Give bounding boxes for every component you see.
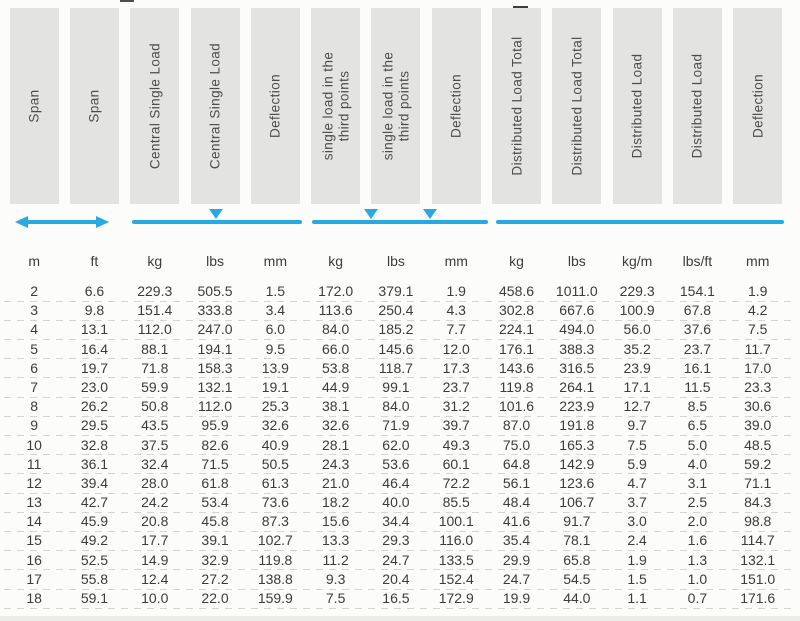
table-cell: 35.2: [623, 340, 651, 357]
unit-label-col12: lbs/ft: [682, 253, 713, 269]
table-cell: 32.4: [141, 455, 169, 472]
table-cell: 23.7: [683, 340, 712, 357]
table-cell: 102.7: [257, 532, 293, 549]
table-cell: 151.0: [740, 570, 776, 587]
table-cell: 7.5: [325, 590, 346, 606]
table-cell: 7.5: [627, 436, 647, 453]
table-cell: 20.8: [141, 513, 169, 530]
table-cell: 59.9: [141, 378, 169, 395]
table-cell: 39.7: [442, 417, 470, 434]
table-body: [0, 282, 800, 608]
table-cell: 172.9: [438, 590, 474, 606]
table-cell: 60.1: [442, 455, 470, 472]
table-cell: 13.3: [322, 532, 350, 549]
table-cell: 38.1: [322, 398, 350, 415]
header-label-line: Span: [86, 89, 102, 123]
table-cell: 17: [26, 570, 42, 587]
table-cell: 84.0: [322, 321, 350, 338]
table-cell: 9.5: [265, 340, 286, 357]
table-cell: 48.5: [744, 436, 772, 453]
table-cell: 123.6: [559, 474, 595, 491]
table-cell: 42.7: [80, 494, 109, 511]
table-cell: 19.9: [502, 590, 531, 606]
unit-label-col5: mm: [263, 253, 287, 269]
header-label-line: Central Single Load: [146, 42, 162, 170]
table-cell: 3.7: [627, 494, 647, 511]
table-cell: 36.1: [80, 455, 109, 472]
table-cell: 3.4: [265, 302, 286, 319]
table-cell: 32.9: [201, 551, 229, 568]
table-row-span-8: [0, 397, 800, 416]
table-cell: 65.8: [563, 551, 591, 568]
table-cell: 28.1: [322, 436, 350, 453]
table-cell: 1.5: [627, 570, 647, 587]
table-cell: 2.4: [627, 532, 647, 549]
table-cell: 8.5: [687, 398, 708, 415]
table-cell: 154.1: [679, 283, 715, 299]
table-cell: 54.5: [563, 570, 591, 587]
table-cell: 62.0: [382, 436, 410, 453]
table-cell: 29.3: [382, 532, 410, 549]
table-cell: 31.2: [442, 398, 470, 415]
header-label-line: third points: [395, 70, 411, 142]
table-cell: 98.8: [744, 513, 772, 530]
table-cell: 16.5: [382, 590, 410, 606]
central-load-arrow-icon: [209, 209, 223, 219]
table-cell: 52.5: [80, 551, 109, 568]
table-row-span-10: [0, 436, 800, 455]
table-cell: 194.1: [197, 340, 233, 357]
table-cell: 24.7: [382, 551, 410, 568]
table-cell: 40.0: [382, 494, 410, 511]
table-cell: 99.1: [382, 378, 410, 395]
table-cell: 112.0: [198, 398, 233, 415]
table-cell: 185.2: [378, 321, 414, 338]
table-cell: 11.7: [744, 340, 771, 357]
table-cell: 50.8: [141, 398, 169, 415]
unit-label-col10: lbs: [567, 253, 586, 269]
table-cell: 379.1: [378, 283, 414, 299]
table-row-span-18: [0, 589, 800, 608]
table-cell: 56.0: [623, 321, 651, 338]
distributed-load-beam-line: [496, 220, 784, 224]
unit-label-col8: mm: [444, 253, 468, 269]
table-cell: 388.3: [559, 340, 595, 357]
table-cell: 6: [30, 359, 39, 376]
table-cell: 43.5: [141, 417, 169, 434]
table-row-span-6: [0, 359, 800, 378]
unit-label-col1: m: [28, 253, 40, 269]
table-cell: 61.8: [201, 474, 229, 491]
table-cell: 12.0: [442, 340, 470, 357]
unit-label-col13: mm: [746, 253, 770, 269]
table-cell: 45.9: [80, 513, 109, 530]
table-cell: 132.1: [740, 551, 776, 568]
unit-label-col11: kg/m: [621, 253, 653, 269]
table-cell: 27.2: [201, 570, 229, 587]
table-row-span-13: [0, 493, 800, 512]
table-row-span-11: [0, 455, 800, 474]
table-cell: 59.2: [744, 455, 772, 472]
table-cell: 26.2: [80, 398, 109, 415]
table-cell: 1.0: [687, 570, 708, 587]
table-cell: 667.6: [559, 302, 595, 319]
table-cell: 32.8: [80, 436, 109, 453]
table-row-span-17: [0, 570, 800, 589]
header-label-line: Distributed Load Total: [569, 36, 585, 176]
table-cell: 9: [30, 417, 39, 434]
third-points-beam-line: [312, 220, 488, 224]
table-cell: 84.0: [382, 398, 410, 415]
header-label-line: Deflection: [749, 73, 765, 139]
table-cell: 171.6: [740, 590, 776, 606]
table-cell: 2.5: [687, 494, 708, 511]
table-cell: 14: [26, 513, 42, 530]
table-cell: 35.4: [502, 532, 531, 549]
table-cell: 22.0: [201, 590, 229, 606]
table-cell: 119.8: [499, 378, 534, 395]
table-cell: 6.6: [84, 283, 105, 299]
table-cell: 143.6: [499, 359, 535, 376]
table-row-span-3: [0, 301, 800, 320]
header-label-line: Central Single Load: [207, 42, 223, 170]
table-cell: 133.5: [438, 551, 474, 568]
table-cell: 41.6: [502, 513, 531, 530]
table-cell: 4.0: [687, 455, 708, 472]
table-cell: 159.9: [257, 590, 293, 606]
table-cell: 7.5: [747, 321, 768, 338]
unit-label-col3: kg: [147, 253, 163, 269]
unit-label-col9: kg: [509, 253, 524, 269]
table-cell: 494.0: [559, 321, 595, 338]
table-cell: 85.5: [442, 494, 470, 511]
table-cell: 55.8: [80, 570, 109, 587]
table-cell: 15.6: [322, 513, 350, 530]
table-cell: 264.1: [559, 378, 595, 395]
table-cell: 24.3: [322, 455, 350, 472]
header-label-line: third points: [335, 70, 351, 142]
table-cell: 23.9: [623, 359, 651, 376]
table-row-span-12: [0, 474, 800, 493]
units-row: [4, 251, 788, 271]
table-cell: 59.1: [80, 590, 109, 606]
table-cell: 37.6: [683, 321, 712, 338]
table-cell: 37.5: [141, 436, 169, 453]
table-row-span-5: [0, 340, 800, 359]
table-row-span-16: [0, 551, 800, 570]
table-cell: 9.3: [325, 570, 346, 587]
table-cell: 18: [26, 590, 42, 606]
table-cell: 82.6: [201, 436, 229, 453]
table-cell: 119.8: [258, 551, 293, 568]
table-cell: 224.1: [499, 321, 535, 338]
table-cell: 29.9: [502, 551, 531, 568]
table-cell: 106.7: [559, 494, 595, 511]
table-cell: 11: [26, 455, 42, 472]
table-cell: 1.9: [446, 283, 466, 299]
table-cell: 9.7: [627, 417, 647, 434]
table-cell: 45.8: [201, 513, 229, 530]
header-label-line: single load in the: [380, 51, 396, 161]
table-cell: 19.7: [80, 359, 109, 376]
table-row-span-4: [0, 320, 800, 339]
table-cell: 5.9: [627, 455, 647, 472]
table-cell: 16.1: [683, 359, 712, 376]
table-cell: 12.4: [141, 570, 169, 587]
table-cell: 64.8: [502, 455, 531, 472]
table-cell: 53.8: [322, 359, 350, 376]
bottom-edge-strip: [0, 616, 800, 621]
unit-label-col6: kg: [328, 253, 344, 269]
table-cell: 2: [30, 283, 39, 299]
table-cell: 84.3: [744, 494, 772, 511]
table-row-span-15: [0, 531, 800, 550]
table-cell: 75.0: [502, 436, 531, 453]
header-label-line: Deflection: [448, 73, 464, 139]
unit-label-col7: lbs: [386, 253, 405, 269]
table-cell: 23.7: [442, 378, 470, 395]
table-cell: 46.4: [382, 474, 410, 491]
table-cell: 71.5: [201, 455, 229, 472]
table-cell: 95.9: [201, 417, 229, 434]
table-cell: 13: [26, 494, 42, 511]
table-cell: 6.0: [265, 321, 286, 338]
table-cell: 50.5: [261, 455, 289, 472]
table-cell: 4.2: [747, 302, 768, 319]
span-arrow-line: [26, 220, 98, 224]
table-cell: 100.9: [619, 302, 655, 319]
table-cell: 44.9: [322, 378, 350, 395]
table-cell: 49.2: [80, 532, 109, 549]
table-cell: 0.7: [687, 590, 708, 606]
table-cell: 23.0: [80, 378, 109, 395]
table-cell: 53.6: [382, 455, 410, 472]
table-cell: 5.0: [687, 436, 708, 453]
table-cell: 1.1: [627, 590, 647, 606]
table-cell: 113.6: [318, 302, 353, 319]
table-cell: 7: [30, 378, 39, 395]
table-row-span-9: [0, 416, 800, 435]
table-cell: 1.5: [265, 283, 286, 299]
table-cell: 10.0: [141, 590, 169, 606]
table-cell: 34.4: [382, 513, 410, 530]
table-cell: 61.3: [261, 474, 289, 491]
table-cell: 73.6: [261, 494, 289, 511]
table-cell: 71.9: [382, 417, 410, 434]
table-cell: 29.5: [80, 417, 109, 434]
table-cell: 172.0: [318, 283, 354, 299]
table-cell: 229.3: [137, 283, 173, 299]
table-cell: 28.0: [141, 474, 169, 491]
table-row-span-2: [0, 282, 800, 301]
table-cell: 19.1: [261, 378, 289, 395]
table-cell: 17.1: [623, 378, 651, 395]
table-cell: 49.3: [442, 436, 470, 453]
table-cell: 176.1: [499, 340, 535, 357]
table-cell: 12: [26, 474, 42, 491]
header-label-line: Distributed Load Total: [508, 36, 524, 176]
table-cell: 30.6: [744, 398, 772, 415]
table-cell: 15: [26, 532, 42, 549]
header-label-line: Distributed Load: [689, 53, 705, 159]
table-cell: 13.9: [261, 359, 289, 376]
header-label-line: single load in the: [320, 51, 336, 161]
table-cell: 1011.0: [555, 283, 598, 299]
table-cell: 12.7: [623, 398, 651, 415]
table-cell: 39.4: [80, 474, 109, 491]
table-cell: 165.3: [559, 436, 595, 453]
table-cell: 316.5: [559, 359, 595, 376]
table-cell: 5: [30, 340, 39, 357]
table-cell: 17.0: [744, 359, 772, 376]
table-cell: 1.6: [687, 532, 708, 549]
table-cell: 9.8: [84, 302, 105, 319]
table-cell: 40.9: [261, 436, 289, 453]
table-cell: 39.1: [201, 532, 229, 549]
table-cell: 16: [26, 551, 42, 568]
table-cell: 21.0: [322, 474, 350, 491]
central-load-beam-line: [132, 220, 302, 224]
table-cell: 4: [30, 321, 39, 338]
third-point-arrow-icon-2: [423, 209, 437, 219]
table-cell: 138.8: [257, 570, 293, 587]
table-cell: 116.0: [439, 532, 474, 549]
table-cell: 44.0: [563, 590, 591, 606]
table-cell: 91.7: [563, 513, 591, 530]
table-cell: 53.4: [201, 494, 229, 511]
span-arrow-left-icon: [15, 216, 28, 228]
table-cell: 71.8: [141, 359, 169, 376]
table-cell: 4.7: [627, 474, 647, 491]
table-cell: 229.3: [619, 283, 655, 299]
header-label-line: Distributed Load: [629, 53, 645, 159]
table-cell: 20.4: [382, 570, 410, 587]
span-arrow-right-icon: [96, 216, 109, 228]
table-cell: 7.7: [446, 321, 466, 338]
table-cell: 88.1: [141, 340, 169, 357]
table-cell: 114.7: [740, 532, 775, 549]
header-label-line: Deflection: [267, 73, 283, 139]
table-cell: 112.0: [137, 321, 172, 338]
table-cell: 48.4: [502, 494, 531, 511]
table-cell: 67.8: [683, 302, 712, 319]
table-cell: 13.1: [80, 321, 109, 338]
table-cell: 87.0: [502, 417, 531, 434]
table-cell: 1.3: [687, 551, 708, 568]
table-cell: 100.1: [438, 513, 474, 530]
table-cell: 247.0: [197, 321, 233, 338]
table-cell: 152.4: [438, 570, 474, 587]
table-cell: 2.0: [687, 513, 708, 530]
table-cell: 1.9: [627, 551, 647, 568]
table-cell: 4.3: [446, 302, 466, 319]
table-cell: 118.7: [378, 359, 413, 376]
table-cell: 32.6: [261, 417, 289, 434]
table-cell: 66.0: [322, 340, 350, 357]
table-cell: 191.8: [559, 417, 595, 434]
table-cell: 10: [26, 436, 42, 453]
table-cell: 18.2: [322, 494, 350, 511]
table-cell: 25.3: [261, 398, 289, 415]
table-cell: 151.4: [137, 302, 173, 319]
table-cell: 17.7: [141, 532, 169, 549]
unit-label-col2: ft: [90, 253, 99, 269]
table-cell: 17.3: [442, 359, 470, 376]
table-cell: 132.1: [197, 378, 233, 395]
third-point-arrow-icon-1: [364, 209, 378, 219]
table-cell: 71.1: [744, 474, 772, 491]
table-cell: 3: [30, 302, 39, 319]
table-cell: 101.6: [499, 398, 535, 415]
table-cell: 24.7: [502, 570, 531, 587]
table-cell: 87.3: [261, 513, 289, 530]
table-cell: 14.9: [141, 551, 169, 568]
table-cell: 250.4: [378, 302, 414, 319]
table-cell: 333.8: [197, 302, 233, 319]
table-cell: 158.3: [197, 359, 233, 376]
table-cell: 72.2: [442, 474, 470, 491]
table-cell: 302.8: [499, 302, 535, 319]
table-cell: 3.1: [687, 474, 708, 491]
table-cell: 142.9: [559, 455, 595, 472]
table-cell: 8: [30, 398, 39, 415]
table-cell: 145.6: [378, 340, 414, 357]
table-cell: 3.0: [627, 513, 647, 530]
table-cell: 23.3: [744, 378, 772, 395]
table-cell: 16.4: [80, 340, 109, 357]
table-cell: 11.5: [684, 378, 711, 395]
load-diagram-band: [0, 0, 800, 240]
table-cell: 24.2: [141, 494, 169, 511]
header-label-line: Span: [26, 89, 42, 123]
table-row-span-7: [0, 378, 800, 397]
table-cell: 78.1: [563, 532, 591, 549]
table-row-span-14: [0, 512, 800, 531]
table-cell: 39.0: [744, 417, 772, 434]
table-cell: 1.9: [747, 283, 768, 299]
table-cell: 505.5: [197, 283, 233, 299]
table-cell: 6.5: [687, 417, 708, 434]
table-cell: 32.6: [322, 417, 350, 434]
table-cell: 56.1: [502, 474, 531, 491]
table-cell: 458.6: [499, 283, 535, 299]
unit-label-col4: lbs: [206, 253, 224, 269]
table-cell: 223.9: [559, 398, 595, 415]
table-cell: 11.2: [322, 551, 349, 568]
